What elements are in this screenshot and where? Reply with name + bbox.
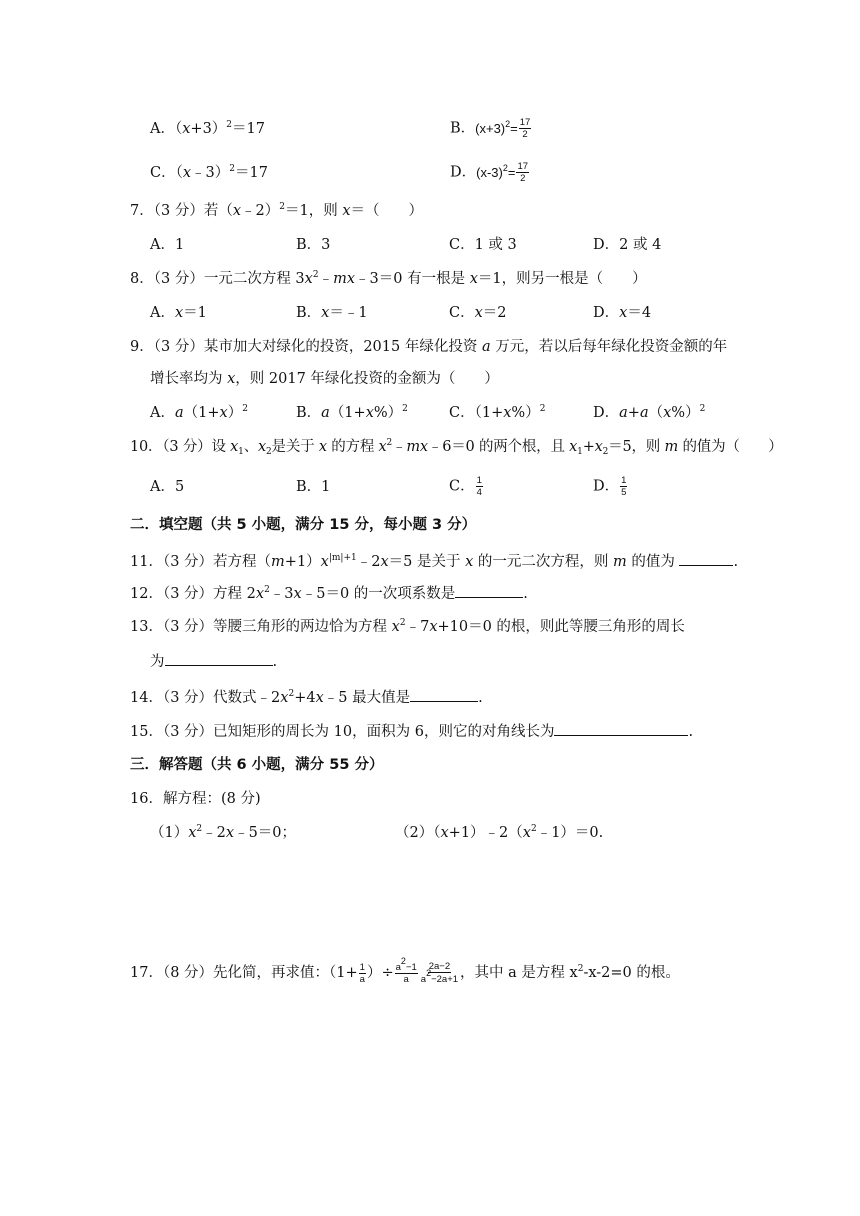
q7-stem: 7．（3 分）若（x﹣2）$^2$＝1，则 x＝（ ） [130,202,424,219]
q13-stem-line2: 为 . [150,651,277,672]
q11-stem: 11．（3 分）若方程$(m+1)x^{|m|+1}﹣2x=5$ 是关于 x 的一元二次方程，则 m 的值为 . [130,553,739,570]
q17-frac-a2-minus-1-over-a: $\frac{a^2-1}{a}$ [395,956,417,985]
q10-option-b: B．1 [296,479,331,495]
q9-option-d: D．$a+a(x\%)^2$ [593,404,706,421]
q9-option-c: C．$(1+x\%)^2$ [449,404,546,421]
section3-heading: 三．解答题（共 6 小题，满分 55 分） [130,757,384,773]
q15-answer-blank[interactable] [554,721,688,736]
q6-option-a [150,119,265,139]
q6-option-c [150,163,268,183]
q6-option-b-fraction: $\frac{17}{2}$ [519,117,531,140]
q14-answer-blank[interactable] [410,687,478,702]
q7-option-d: D．2 或 4 [593,237,662,253]
q8-option-a: A．x＝1 [150,305,207,321]
q17-tail: ，其中 a 是方程 $x^2-x-2=0$ 的根。 [460,964,680,981]
q6-option-c-letter: C． [150,165,176,181]
q7-option-a: A．1 [150,237,185,253]
q9-stem-line1: 9．（3 分）某市加大对绿化的投资，2015 年绿化投资 a 万元，若以后每年绿化投资金额的年 [130,339,728,355]
q14-stem: 14．（3 分）代数式$﹣2x^2+4x﹣5$ 最大值是 . [130,689,483,706]
q6-option-d-text: $(x-3)^2=$ [476,162,516,180]
q16-part2: $(2)(x+1)﹣2(x^2﹣1)=0$. [395,824,604,841]
q6-option-b-letter: B． [450,120,476,137]
q6-option-d [450,161,530,184]
q10-option-a: A．5 [150,479,185,495]
q8-option-d: D．x＝4 [593,305,652,321]
q6-option-c-text: （x﹣3）$^2$＝17 [175,164,268,181]
q6-option-d-letter: D． [450,164,477,181]
q6-option-a-letter: A． [150,121,175,137]
q9-option-b: B．$a(1+x\%)^2$ [296,404,408,421]
q13-stem-line1: 13．（3 分）等腰三角形的两边恰为方程 $x^2﹣7x+10=0$ 的根，则此等腰三角形的周长 [130,618,685,635]
q11-answer-blank[interactable] [679,551,733,566]
q12-stem: 12．（3 分）方程 $2x^2﹣3x﹣5=0$ 的一次项系数是 . [130,585,528,602]
q10-option-d-fraction: $\frac{1}{5}$ [621,475,627,498]
section2-heading: 二．填空题（共 5 小题，满分 15 分，每小题 3 分） [130,517,477,533]
q9-option-a: A．$a(1+x)^2$ [150,404,248,421]
q8-option-c: C．x＝2 [449,305,507,321]
q6-option-a-text: $(x+3)^2=17$ [174,120,265,137]
q9-stem-line2: 增长率均为 x，则 2017 年绿化投资的金额为（ ） [150,371,499,387]
q15-stem: 15．（3 分）已知矩形的周长为 10，面积为 6，则它的对角线长为 . [130,721,693,742]
q17-frac-2a-minus-2: $\frac{2a-2}{a^2-2a+1}$ [420,961,459,985]
q16-part1: $(1)x^2﹣2x﹣5=0$； [150,824,297,841]
q8-stem: 8．（3 分）一元二次方程 $3x^2﹣mx﹣3=0$ 有一根是 x＝1，则另一根是（ ） [130,270,647,287]
q7-option-b: B．3 [296,237,331,253]
q10-stem: 10．（3 分）设 $x_1$、$x_2$是关于 x 的方程 $x^2﹣mx﹣6=0$ 的两个根，且 $x_1+x_2=5$，则 m 的值为（ ） [130,438,783,457]
q16-stem: 16．解方程：(8 分) [130,791,261,807]
q10-option-c-fraction: $\frac{1}{4}$ [476,475,482,498]
q10-option-d: D． $\frac{1}{5}$ [593,475,627,498]
q8-option-b: B．x＝﹣1 [296,305,368,321]
q7-option-c: C．1 或 3 [449,237,517,253]
q10-option-c: C． $\frac{1}{4}$ [449,475,482,498]
q17-stem: 17．（8 分）先化简，再求值：（1+ $\frac{1}{a}$ ）÷ $\frac{a^2-1}{a}$ $\frac{2a-2}{a^2-2a+1}$ ，其中 a 是方程 $x^2-x-2=0$ 的根。 [130,956,680,985]
q6-option-d-fraction: $\frac{17}{2}$ [517,161,529,184]
q6-option-b-text: $(x+3)^2=$ [475,118,518,136]
q12-answer-blank[interactable] [455,583,523,598]
q6-option-b [450,117,532,140]
q17-frac-1-over-a: $\frac{1}{a}$ [359,961,365,985]
q13-answer-blank[interactable] [165,651,273,666]
